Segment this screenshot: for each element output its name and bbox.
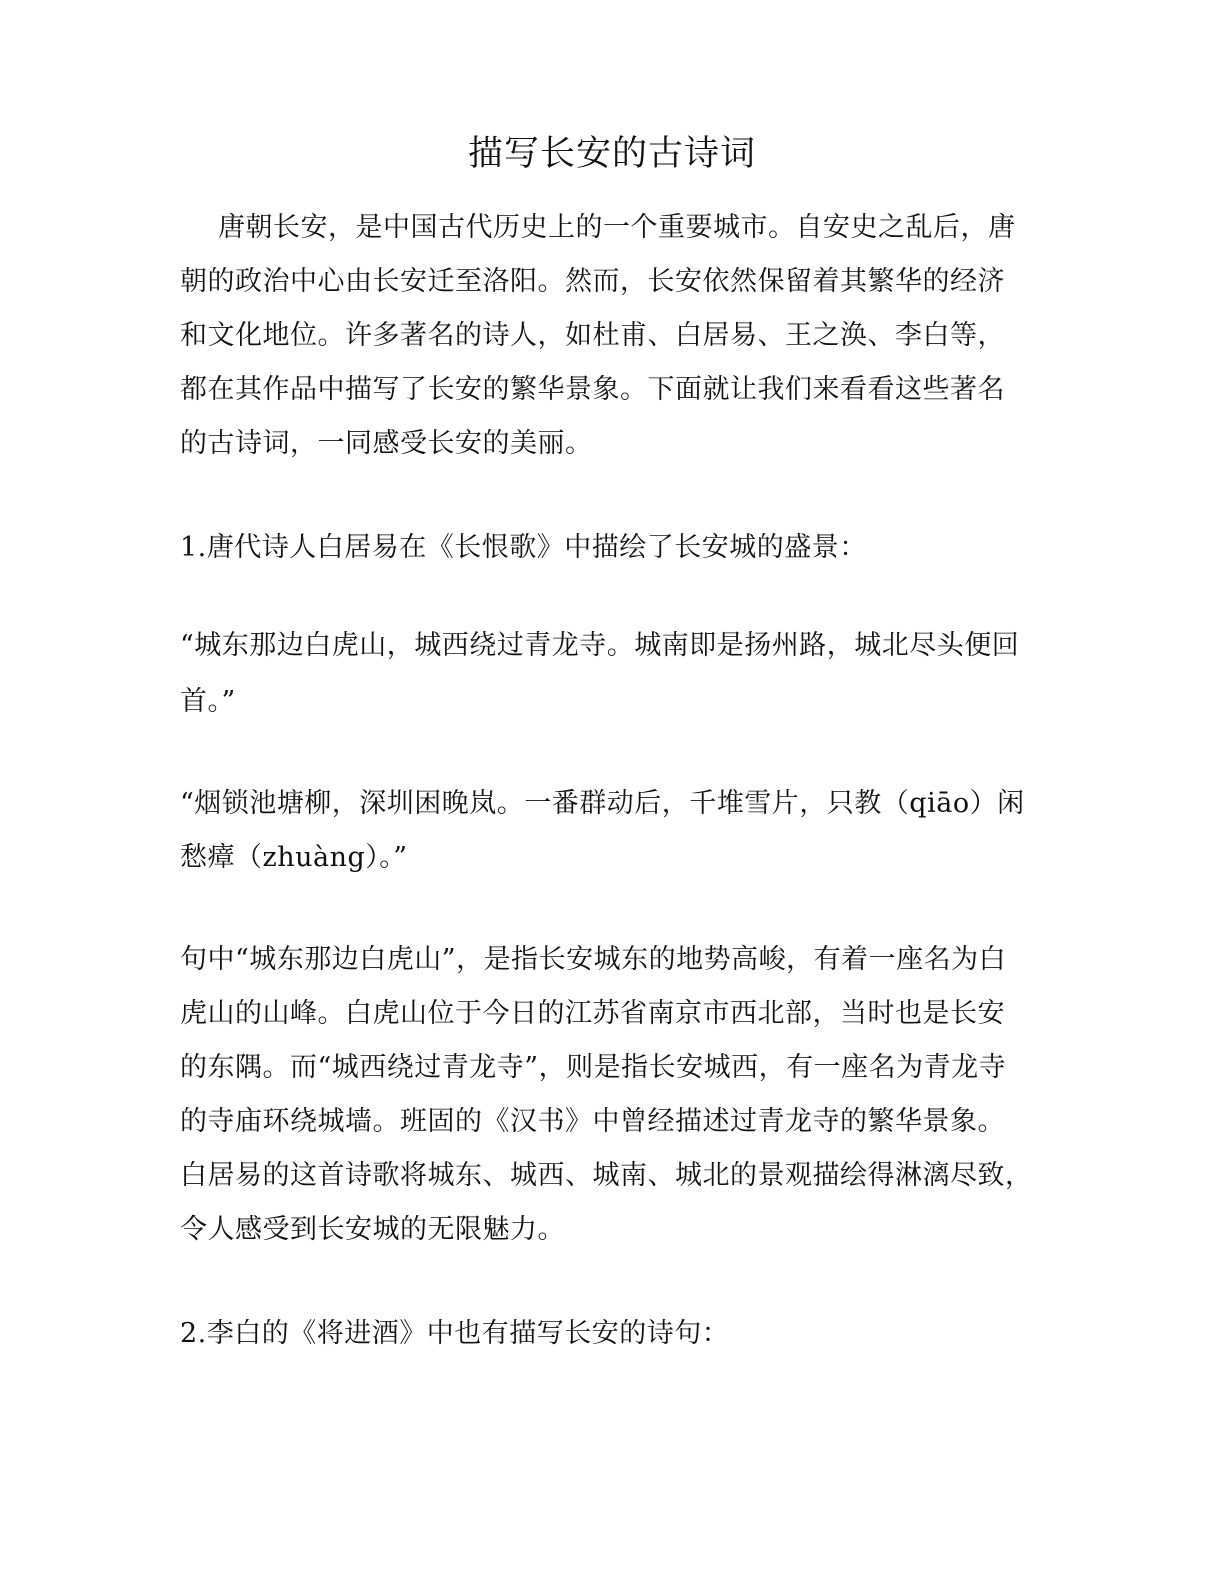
section-heading-2: 2.李白的《将进酒》中也有描写长安的诗句：	[180, 1318, 730, 1349]
quote-line: “烟锁池塘柳，深圳困晚岚。一番群动后，千堆雪片，只教（qiāo）闲	[180, 788, 1025, 819]
analysis-line: 句中“城东那边白虎山”，是指长安城东的地势高峻，有着一座名为白	[180, 944, 1007, 975]
intro-line: 的古诗词，一同感受长安的美丽。	[180, 428, 593, 459]
quote-line: 愁瘴（zhuàng）。”	[180, 842, 408, 873]
quote-line: 首。”	[180, 686, 236, 717]
intro-line: 都在其作品中描写了长安的繁华景象。下面就让我们来看看这些著名	[180, 374, 1005, 405]
analysis-line: 的寺庙环绕城墙。班固的《汉书》中曾经描述过青龙寺的繁华景象。	[180, 1106, 1005, 1137]
section-heading-1: 1.唐代诗人白居易在《长恨歌》中描绘了长安城的盛景：	[180, 532, 867, 563]
intro-line: 唐朝长安，是中国古代历史上的一个重要城市。自安史之乱后，唐	[218, 212, 1016, 243]
document-title: 描写长安的古诗词	[467, 134, 756, 174]
intro-line: 和文化地位。许多著名的诗人，如杜甫、白居易、王之涣、李白等，	[180, 320, 1005, 351]
analysis-line: 令人感受到长安城的无限魅力。	[180, 1214, 565, 1245]
quote-line: “城东那边白虎山，城西绕过青龙寺。城南即是扬州路，城北尽头便回	[180, 630, 1020, 661]
analysis-line: 白居易的这首诗歌将城东、城西、城南、城北的景观描绘得淋漓尽致，	[180, 1160, 1033, 1191]
intro-line: 朝的政治中心由长安迁至洛阳。然而，长安依然保留着其繁华的经济	[180, 266, 1005, 297]
analysis-line: 虎山的山峰。白虎山位于今日的江苏省南京市西北部，当时也是长安	[180, 998, 1005, 1029]
analysis-line: 的东隅。而“城西绕过青龙寺”，则是指长安城西，有一座名为青龙寺	[180, 1052, 1007, 1083]
